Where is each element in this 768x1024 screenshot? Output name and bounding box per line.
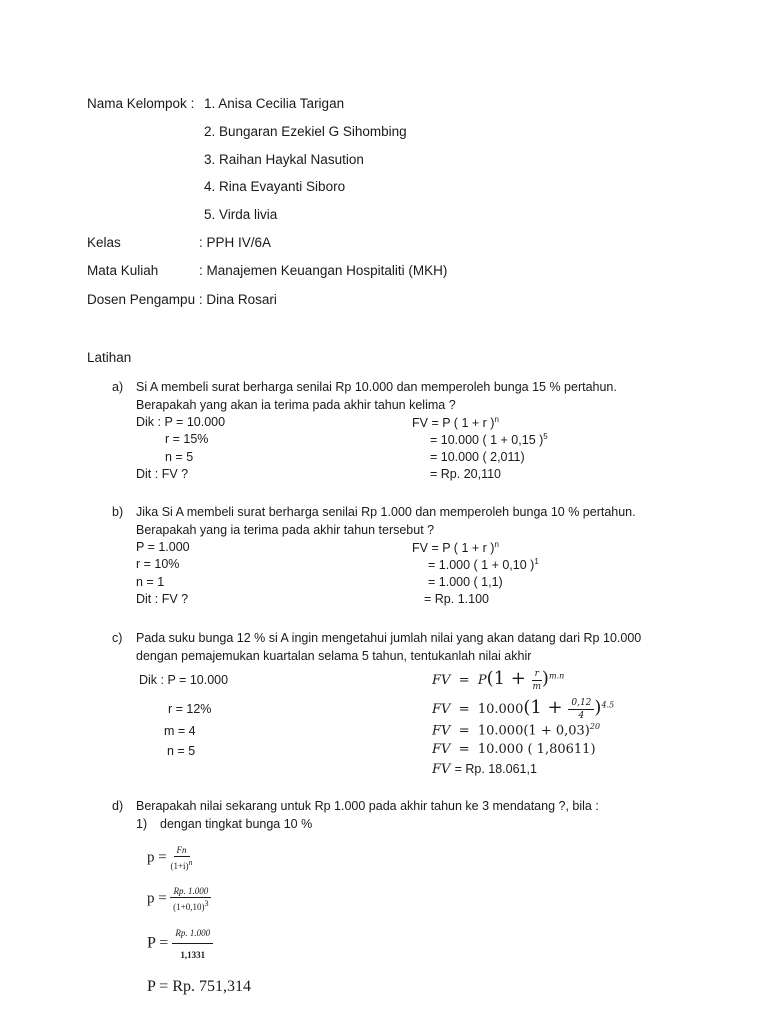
a-fv-step-1: = 10.000 ( 1 + 0,15 )$^5$ <box>430 432 548 448</box>
a-question-line-2: Berapakah yang akan ia terima pada akhir tahun kelima ? <box>136 398 456 412</box>
kelas-label: Kelas <box>87 235 121 250</box>
b-question-line-2: Berapakah yang ia terima pada akhir tahun tersebut ? <box>136 523 435 537</box>
a-fv-formula: FV = P ( 1 + r )$^n$ <box>412 415 499 431</box>
b-question-line-1: Jika Si A membeli surat berharga senilai Rp 1.000 dan memperoleh bunga 10 % pertahun. <box>136 505 636 519</box>
latihan-heading: Latihan <box>87 350 132 365</box>
b-p: P = 1.000 <box>136 540 190 554</box>
c-fv-step-2: FV = $10.000(1 + 0,03)^{20}$ <box>432 722 601 739</box>
c-marker: c) <box>112 631 123 645</box>
b-marker: b) <box>112 505 124 519</box>
b-dit: Dit : FV ? <box>136 592 189 606</box>
a-dik: Dik : P = 10.000 <box>136 415 226 429</box>
c-m: m = 4 <box>164 724 196 738</box>
b-fv-result: = Rp. 1.100 <box>424 592 489 606</box>
nama-kelompok-label: Nama Kelompok : <box>87 96 195 111</box>
member-1: 1. Anisa Cecilia Tarigan <box>204 96 345 111</box>
a-question-line-1: Si A membeli surat berharga senilai Rp 10.000 dan memperoleh bunga 15 % pertahun. <box>136 380 617 394</box>
c-r: r = 12% <box>168 702 212 716</box>
b-fv-step-2: = 1.000 ( 1,1) <box>428 575 503 589</box>
c-fv-step-3: FV = 10.000 ( 1,80611) <box>432 742 596 757</box>
c-question-line-2: dengan pemajemukan kuartalan selama 5 tahun, tentukanlah nilai akhir <box>136 649 532 663</box>
d-marker: d) <box>112 799 124 813</box>
d-sub-marker: 1) <box>136 817 148 831</box>
a-fv-result: = Rp. 20,110 <box>430 467 502 481</box>
a-marker: a) <box>112 380 124 394</box>
c-dik: Dik : P = 10.000 <box>139 673 229 687</box>
member-4: 4. Rina Evayanti Siboro <box>204 179 346 194</box>
c-fv-result: FV = Rp. 18.061,1 <box>432 762 537 777</box>
c-n: n = 5 <box>167 744 196 758</box>
mata-kuliah-label: Mata Kuliah <box>87 263 159 278</box>
member-3: 3. Raihan Haykal Nasution <box>204 152 364 167</box>
d-pv-step-2: P = $\frac{Rp. 1.000}{1,1331}$ <box>147 928 213 960</box>
b-fv-formula: FV = P ( 1 + r )$^n$ <box>412 540 499 556</box>
d-pv-step-1: p = $\frac{Rp. 1.000}{(1+0,10)^3}$ <box>147 886 211 912</box>
b-fv-step-1: = 1.000 ( 1 + 0,10 )$^1$ <box>428 557 539 573</box>
d-question: Berapakah nilai sekarang untuk Rp 1.000 pada akhir tahun ke 3 mendatang ?, bila : <box>136 799 599 813</box>
d-sub-condition: dengan tingkat bunga 10 % <box>160 817 313 831</box>
b-n: n = 1 <box>136 575 165 589</box>
dosen-pengampu: Dosen Pengampu : Dina Rosari <box>87 292 277 307</box>
c-question-line-1: Pada suku bunga 12 % si A ingin mengetahui jumlah nilai yang akan datang dari Rp 10.000 <box>136 631 642 645</box>
a-fv-step-2: = 10.000 ( 2,011) <box>430 450 525 464</box>
member-2: 2. Bungaran Ezekiel G Sihombing <box>204 124 407 139</box>
a-dit: Dit : FV ? <box>136 467 189 481</box>
d-pv-result: P = Rp. 751,314 <box>147 978 251 995</box>
member-5: 5. Virda livia <box>204 207 278 222</box>
d-pv-formula: p = $\frac{Fn}{(1+i)^n}$ <box>147 845 193 871</box>
b-r: r = 10% <box>136 557 180 571</box>
a-r: r = 15% <box>165 432 209 446</box>
c-fv-formula: FV = P(1 + $\frac{r}{m}$ )$^{m.n}$ <box>432 668 565 692</box>
a-n: n = 5 <box>165 450 194 464</box>
kelas-value: : PPH IV/6A <box>199 235 272 250</box>
c-fv-step-1: FV = 10.000(1 + $\frac{0,12}{4}$ )$^{4.5}$ <box>432 697 615 721</box>
mata-kuliah-value: : Manajemen Keuangan Hospitaliti (MKH) <box>199 263 448 278</box>
